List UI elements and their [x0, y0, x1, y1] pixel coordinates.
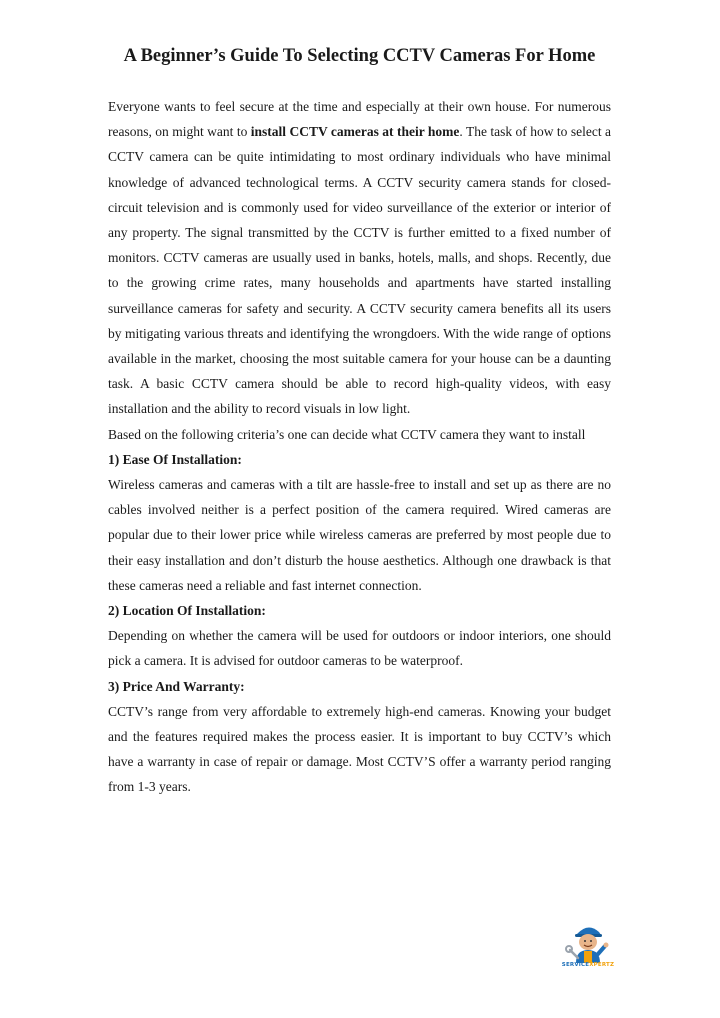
intro-bold-link-text: install CCTV cameras at their home [250, 124, 460, 140]
section-body-ease: Wireless cameras and cameras with a tilt are hassle-free to install and set up as there are no cables involved neither is a perfect position of the camera required. Wired cameras are popular due to their lower price while wireless cameras are preferred by most people due to their easy installation and don’t disturb the house aesthetics. Although one drawback is that these cameras need a reliable and fast internet connection. [108, 477, 611, 593]
section-body-location: Depending on whether the camera will be used for outdoors or indoor interiors, one should pick a camera. It is advised for outdoor cameras to be waterproof. [108, 628, 611, 669]
section-heading-ease: 1) Ease Of Installation: [108, 451, 242, 467]
logo-wordmark: SERVICEXPERTZ [561, 962, 615, 968]
page-title: A Beginner’s Guide To Selecting CCTV Cameras For Home [123, 46, 596, 66]
section-heading-price: 3) Price And Warranty: [108, 678, 245, 694]
intro-paragraph [108, 94, 611, 422]
criteria-intro: Based on the following criteria’s one can decide what CCTV camera they want to install [108, 426, 586, 442]
section-heading-location: 2) Location Of Installation: [108, 603, 266, 619]
document-page [108, 40, 611, 800]
intro-text-end: . The task of how to select a CCTV camera can be quite intimidating to most ordinary individuals who have minimal knowledge of advanced technological terms. A CCTV security camera stands for closed-circuit television and is commonly used for video surveillance of the exterior or interior of any property. The signal transmitted by the CCTV is further emitted to a fixed number of monitors. CCTV cameras are usually used in banks, hotels, malls, and shops. Recently, due to the growing crime rates, many households and apartments have started installing surveillance cameras for safety and security. A CCTV security camera benefits all its users by mitigating various threats and identifying the wrongdoers. With the wide range of options available in the market, choosing the most suitable camera for your house can be a daunting task. A basic CCTV camera should be able to record high-quality videos, with easy installation and the ability to record visuals in low light. [108, 124, 612, 417]
servicexpertz-logo [558, 922, 618, 974]
intro-text-start: Everyone wants to feel secure at the time and especially at their own house. For numerous reasons, on might want to [108, 99, 611, 140]
technician-mascot-icon [558, 922, 618, 964]
section-body-price: CCTV’s range from very affordable to extremely high-end cameras. Knowing your budget and the features required makes the process easier. It is important to buy CCTV’s which have a warranty in case of repair or damage. Most CCTV’S offer a warranty period ranging from 1-3 years. [108, 703, 611, 795]
